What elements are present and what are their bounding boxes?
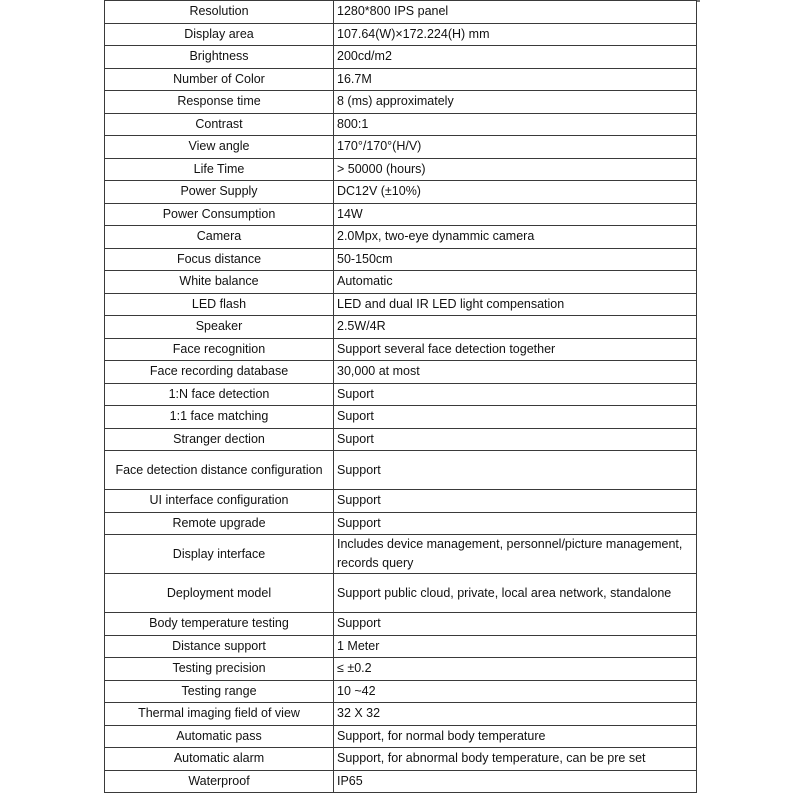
spec-label-cell: Face recording database [105,361,334,384]
spec-value-cell: 170°/170°(H/V) [334,136,697,159]
table-row [105,770,697,793]
spec-label-cell: Stranger dection [105,428,334,451]
spec-value-cell: 1280*800 IPS panel [334,1,697,24]
table-row [105,680,697,703]
spec-label-cell: UI interface configuration [105,490,334,513]
spec-label-cell: Testing range [105,680,334,703]
spec-label-cell: Brightness [105,46,334,69]
spec-label-cell: Response time [105,91,334,114]
spec-value-cell: 8 (ms) approximately [334,91,697,114]
table-row [105,113,697,136]
spec-value-cell: IP65 [334,770,697,793]
spec-label-cell: Remote upgrade [105,512,334,535]
table-row [105,406,697,429]
spec-value-cell: 50-150cm [334,248,697,271]
spec-value-cell: ≤ ±0.2 [334,658,697,681]
spec-label-cell: Display area [105,23,334,46]
spec-label-cell: Number of Color [105,68,334,91]
table-row [105,293,697,316]
spec-label-cell: White balance [105,271,334,294]
table-row [105,23,697,46]
spec-label-cell: Testing precision [105,658,334,681]
table-row [105,91,697,114]
table-row [105,428,697,451]
table-row [105,512,697,535]
spec-label-cell: Face detection distance configuration [105,451,334,490]
spec-label-cell: View angle [105,136,334,159]
spec-table [104,0,697,793]
table-row [105,535,697,574]
spec-table-body [105,1,697,793]
spec-value-cell: Automatic [334,271,697,294]
table-row [105,383,697,406]
spec-value-cell: 2.0Mpx, two-eye dynammic camera [334,226,697,249]
table-row [105,46,697,69]
table-row [105,181,697,204]
spec-label-cell: Face recognition [105,338,334,361]
table-row [105,338,697,361]
spec-value-cell: 800:1 [334,113,697,136]
table-row [105,490,697,513]
table-row [105,158,697,181]
spec-label-cell: 1:1 face matching [105,406,334,429]
spec-value-cell: 107.64(W)×172.224(H) mm [334,23,697,46]
table-row [105,361,697,384]
spec-label-cell: Focus distance [105,248,334,271]
spec-label-cell: Power Supply [105,181,334,204]
spec-value-cell: Suport [334,406,697,429]
table-row [105,703,697,726]
spec-value-cell: Support, for abnormal body temperature, can be pre set [334,748,697,771]
spec-label-cell: Waterproof [105,770,334,793]
spec-value-cell: Support [334,613,697,636]
table-row [105,658,697,681]
spec-value-cell: 16.7M [334,68,697,91]
spec-value-cell: > 50000 (hours) [334,158,697,181]
spec-label-cell: Power Consumption [105,203,334,226]
table-row [105,248,697,271]
spec-value-cell: Support [334,451,697,490]
spec-value-cell: Includes device management, personnel/picture management, records query [334,535,697,574]
spec-label-cell: LED flash [105,293,334,316]
spec-label-cell: Display interface [105,535,334,574]
table-row [105,574,697,613]
spec-value-cell: 1 Meter [334,635,697,658]
spec-label-cell: Thermal imaging field of view [105,703,334,726]
spec-value-cell: Support [334,490,697,513]
spec-label-cell: Distance support [105,635,334,658]
spec-value-cell: Suport [334,428,697,451]
spec-value-cell: DC12V (±10%) [334,181,697,204]
spec-value-cell: 30,000 at most [334,361,697,384]
spec-value-cell: Support public cloud, private, local area network, standalone [334,574,697,613]
spec-label-cell: Camera [105,226,334,249]
spec-value-cell: 10 ~42 [334,680,697,703]
spec-label-cell: Automatic alarm [105,748,334,771]
table-row [105,613,697,636]
spec-value-cell: LED and dual IR LED light compensation [334,293,697,316]
spec-value-cell: Support, for normal body temperature [334,725,697,748]
spec-value-cell: Support [334,512,697,535]
table-row [105,725,697,748]
spec-value-cell: Support several face detection together [334,338,697,361]
table-row [105,316,697,339]
table-row [105,451,697,490]
table-row [105,203,697,226]
spec-value-cell: 200cd/m2 [334,46,697,69]
spec-value-cell: 2.5W/4R [334,316,697,339]
spec-label-cell: Body temperature testing [105,613,334,636]
table-row [105,136,697,159]
spec-label-cell: Life Time [105,158,334,181]
table-row [105,226,697,249]
spec-label-cell: Speaker [105,316,334,339]
spec-label-cell: 1:N face detection [105,383,334,406]
table-row [105,68,697,91]
table-row [105,271,697,294]
spec-label-cell: Deployment model [105,574,334,613]
spec-value-cell: 14W [334,203,697,226]
spec-label-cell: Resolution [105,1,334,24]
spec-label-cell: Contrast [105,113,334,136]
spec-value-cell: 32 X 32 [334,703,697,726]
spec-value-cell: Suport [334,383,697,406]
corner-mark [697,0,700,2]
spec-label-cell: Automatic pass [105,725,334,748]
table-row [105,748,697,771]
table-row [105,1,697,24]
table-row [105,635,697,658]
